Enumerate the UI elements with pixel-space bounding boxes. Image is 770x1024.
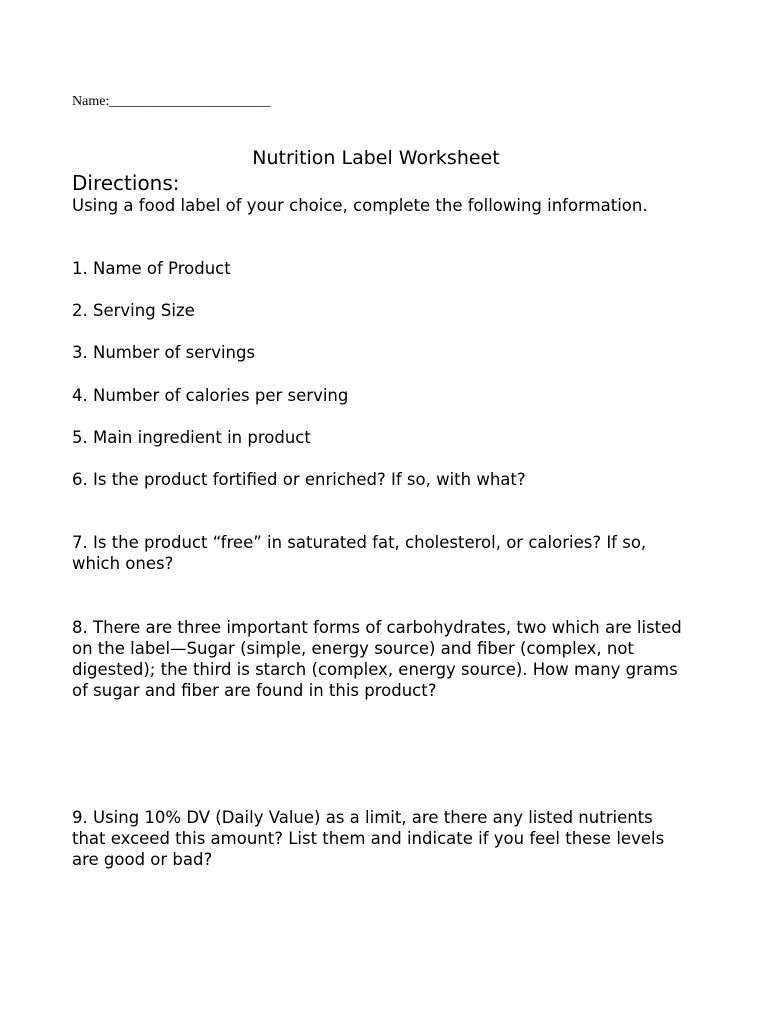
question-8: 8. There are three important forms of carbohydrates, two which are listed on the label—Sugar (simple, energy source) and fiber (complex, not digested); the third is starch (complex, energy source). How many grams of sugar and fiber are found in this product? xyxy=(72,618,682,700)
question-5: 5. Main ingredient in product xyxy=(72,428,311,447)
question-6: 6. Is the product fortified or enriched? If so, with what? xyxy=(72,470,526,489)
question-9: 9. Using 10% DV (Daily Value) as a limit, are there any listed nutrients that exceed this amount? List them and indicate if you feel these levels are good or bad? xyxy=(72,808,665,869)
question-1: 1. Name of Product xyxy=(72,259,231,278)
question-7: 7. Is the product “free” in saturated fat, cholesterol, or calories? If so, which ones? xyxy=(72,533,647,573)
question-2: 2. Serving Size xyxy=(72,301,195,320)
page-title: Nutrition Label Worksheet xyxy=(252,147,500,169)
directions-text: Using a food label of your choice, complete the following information. xyxy=(72,196,648,215)
question-3: 3. Number of servings xyxy=(72,343,256,362)
directions-heading: Directions: xyxy=(72,171,180,195)
name-field-line: Name:_______________________ xyxy=(72,94,271,109)
question-4: 4. Number of calories per serving xyxy=(72,386,349,405)
